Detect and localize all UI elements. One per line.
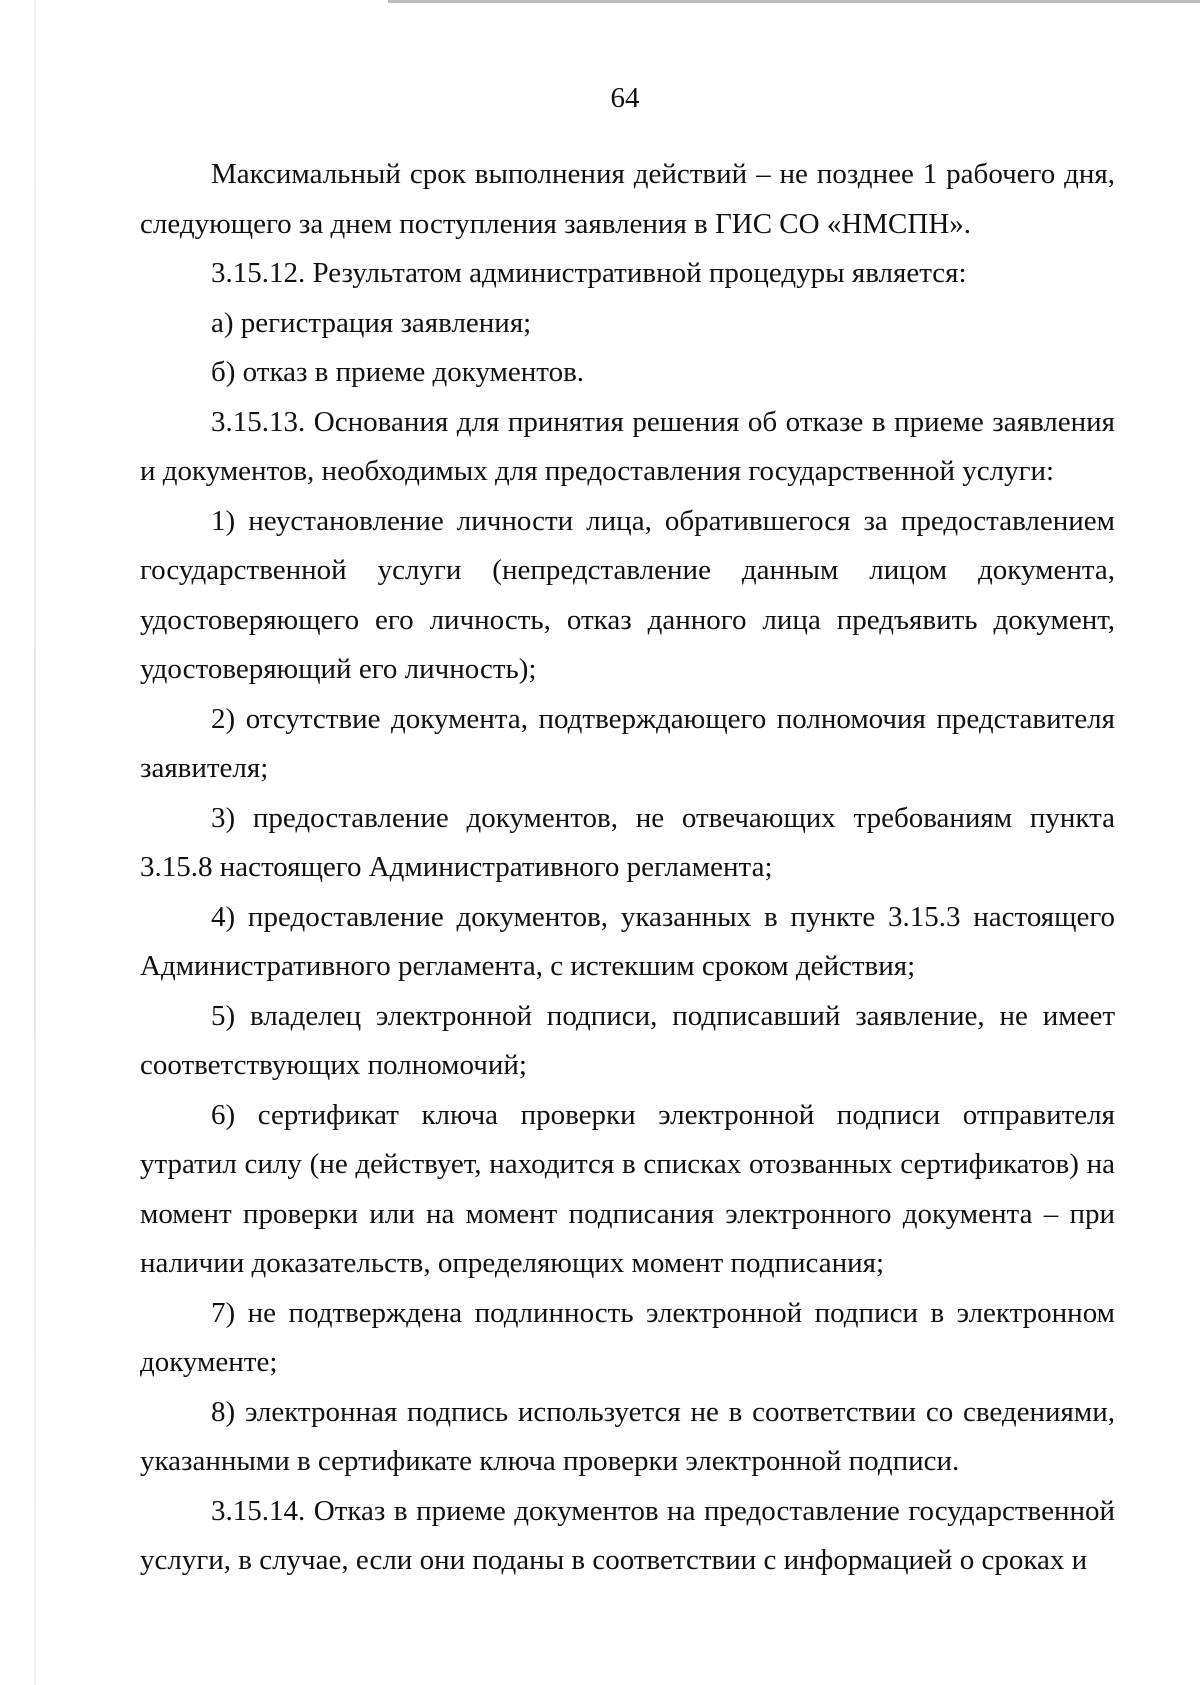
list-item-8: 8) электронная подпись используется не в соответствии со сведениями, указанными в сертификате ключа проверки электронной подписи. bbox=[140, 1395, 1115, 1477]
list-item-a: а) регистрация заявления; bbox=[211, 306, 532, 339]
scan-left-edge bbox=[34, 0, 36, 1685]
page-number: 64 bbox=[610, 82, 640, 114]
scan-top-rule bbox=[388, 0, 1200, 3]
paragraph-deadline: Максимальный срок выполнения действий – не позднее 1 рабочего дня, следующего за днем поступления заявления в ГИС СО «НМСПН». bbox=[140, 158, 1115, 240]
document-body bbox=[140, 150, 1115, 1586]
list-item-b: б) отказ в приеме документов. bbox=[211, 356, 585, 388]
list-item-2: 2) отсутствие документа, подтверждающего полномочия представителя заявителя; bbox=[140, 702, 1115, 784]
paragraph-3-15-13: 3.15.13. Основания для принятия решения об отказе в приеме заявления и документов, необходимых для предоставления государственной услуги: bbox=[140, 405, 1115, 487]
list-item-3: 3) предоставление документов, не отвечающих требованиям пункта 3.15.8 настоящего Административного регламента; bbox=[140, 801, 1115, 883]
paragraph-3-15-12: 3.15.12. Результатом административной процедуры является: bbox=[211, 257, 967, 289]
list-item-4: 4) предоставление документов, указанных в пункте 3.15.3 настоящего Административного регламента, с истекшим сроком действия; bbox=[140, 900, 1115, 982]
list-item-1: 1) неустановление личности лица, обратившегося за предоставлением государственной услуги (непредставление данным лицом документа, удостоверяющего его личность, отказ данного лица предъявить документ, удостоверяющий его личность); bbox=[140, 504, 1115, 685]
list-item-5: 5) владелец электронной подписи, подписавший заявление, не имеет соответствующих полномочий; bbox=[140, 999, 1115, 1081]
list-item-7: 7) не подтверждена подлинность электронной подписи в электронном документе; bbox=[140, 1296, 1115, 1378]
list-item-6: 6) сертификат ключа проверки электронной подписи отправителя утратил силу (не действует, находится в списках отозванных сертификатов) на момент проверки или на момент подписания электронного документа – при наличии доказательств, определяющих момент подписания; bbox=[140, 1098, 1115, 1279]
paragraph-3-15-14: 3.15.14. Отказ в приеме документов на предоставление государственной услуги, в случае, если они поданы в соответствии с информацией о сроках и bbox=[140, 1494, 1115, 1576]
